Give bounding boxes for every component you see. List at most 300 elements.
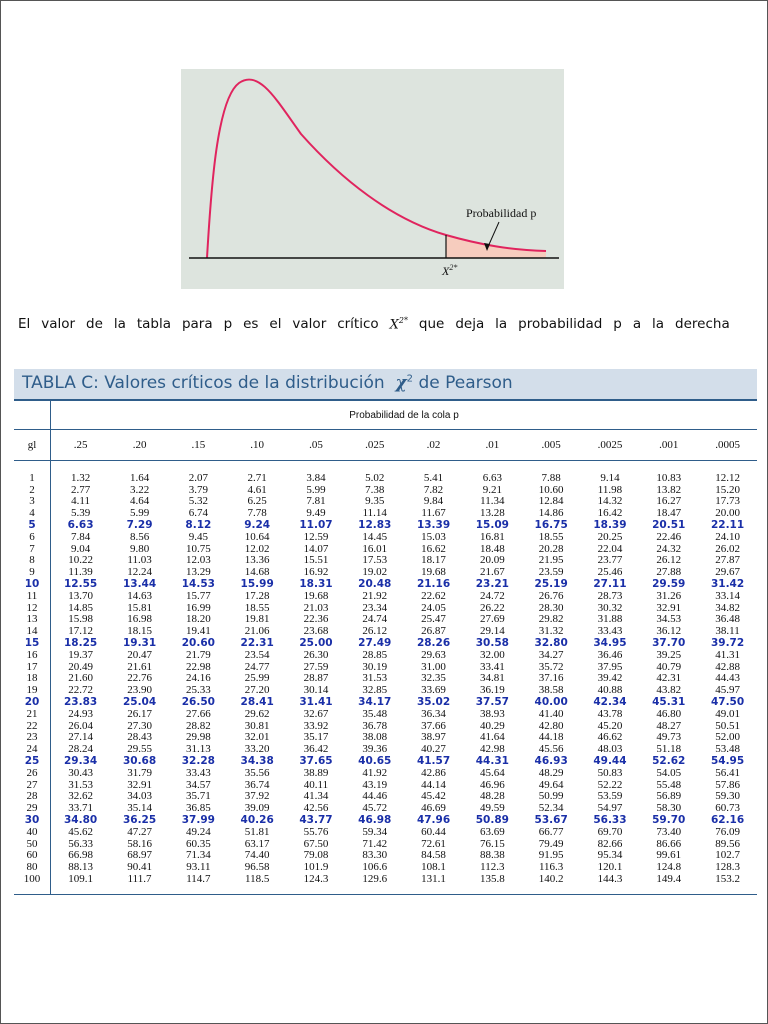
critical-value-cell: 14.45: [362, 530, 388, 543]
critical-value-cell: 42.56: [303, 802, 329, 815]
caption-word: es: [243, 316, 259, 333]
degrees-of-freedom-cell: 20: [14, 697, 51, 709]
critical-value-cell: 67.50: [303, 837, 329, 850]
critical-value-cell: 50.99: [538, 790, 564, 803]
critical-value-cell: 79.08: [303, 849, 329, 862]
degrees-of-freedom-cell: 15: [14, 638, 51, 650]
degrees-of-freedom-cell: 2: [14, 485, 51, 497]
critical-value-cell: 27.14: [68, 731, 93, 744]
caption-word: de: [86, 316, 103, 333]
critical-value-cell: 5.41: [423, 471, 444, 484]
degrees-of-freedom-cell: 4: [14, 508, 51, 520]
critical-value-cell: 34.03: [127, 790, 152, 803]
critical-value-cell: 23.34: [362, 601, 388, 614]
critical-value-cell: 56.41: [715, 766, 740, 779]
table-title-prefix: TABLA C: Valores críticos de la distribución: [22, 373, 385, 393]
chi-exponent: 2: [406, 373, 414, 385]
critical-value-cell: 33.14: [715, 589, 740, 602]
critical-value-cell: 42.34: [593, 695, 627, 708]
critical-value-cell: 34.17: [358, 695, 392, 708]
critical-value-cell: 32.28: [181, 754, 215, 767]
table-row: [14, 709, 757, 721]
critical-value-cell: 24.10: [715, 530, 740, 543]
degrees-of-freedom-cell: 80: [14, 862, 51, 874]
critical-value-cell: 47.50: [710, 695, 745, 708]
critical-value-cell: 21.92: [362, 589, 388, 602]
critical-value-cell: 15.03: [421, 530, 446, 543]
critical-value-cell: 47.96: [416, 813, 451, 826]
critical-value-cell: 45.62: [68, 825, 93, 838]
critical-value-cell: 9.21: [482, 483, 502, 496]
critical-value-cell: 34.95: [593, 636, 627, 649]
probability-column-header: .05: [287, 430, 346, 461]
degrees-of-freedom-cell: 12: [14, 603, 51, 615]
critical-value-cell: 22.11: [710, 518, 745, 531]
critical-value-cell: 71.34: [185, 849, 211, 862]
critical-value-cell: 39.25: [656, 648, 682, 661]
critical-value-cell: 59.34: [362, 825, 388, 838]
critical-value-cell: 13.29: [185, 566, 211, 579]
critical-value-cell: 63.17: [244, 837, 270, 850]
critical-value-cell: 140.2: [538, 872, 564, 885]
critical-value-cell: 24.93: [68, 707, 93, 720]
critical-value-cell: 22.31: [240, 636, 274, 649]
critical-value-cell: 120.1: [597, 861, 623, 874]
critical-value-cell: 37.92: [244, 790, 270, 803]
critical-value-cell: 5.32: [188, 495, 208, 508]
critical-value-cell: 7.82: [423, 483, 444, 496]
critical-value-cell: 33.92: [303, 719, 329, 732]
critical-value-cell: 30.68: [122, 754, 157, 767]
critical-value-cell: 66.77: [538, 825, 564, 838]
critical-value-cell: 6.25: [247, 495, 267, 508]
degrees-of-freedom-cell: 13: [14, 614, 51, 626]
critical-value-cell: 30.14: [303, 684, 329, 697]
critical-value-cell: 26.12: [656, 554, 682, 567]
critical-value-cell: 31.32: [538, 625, 564, 638]
critical-value-cell: 28.24: [68, 743, 93, 756]
critical-value-cell: 83.30: [362, 849, 388, 862]
critical-value-cell: 27.11: [593, 577, 627, 590]
critical-value-cell: 6.63: [482, 471, 502, 484]
critical-value-cell: 11.98: [597, 483, 623, 496]
critical-value-label: $X^{2*}$: [442, 263, 458, 278]
critical-value-cell: 16.27: [656, 495, 682, 508]
critical-value-cell: 2.71: [247, 471, 267, 484]
critical-value-cell: 42.31: [656, 672, 682, 685]
caption-word: tabla: [136, 316, 171, 333]
critical-value-cell: 9.80: [129, 542, 150, 555]
critical-value-cell: 31.00: [421, 660, 446, 673]
caption-symbol: [390, 316, 408, 332]
critical-value-cell: 16.42: [597, 507, 623, 520]
critical-value-cell: 37.95: [597, 660, 623, 673]
critical-value-cell: 23.77: [597, 554, 623, 567]
critical-value-cell: 11.07: [299, 518, 333, 531]
critical-value-cell: 26.04: [68, 719, 93, 732]
caption-word: probabilidad: [518, 316, 603, 333]
critical-value-cell: 23.21: [475, 577, 509, 590]
critical-value-cell: 30.32: [597, 601, 623, 614]
critical-value-cell: 41.57: [416, 754, 451, 767]
critical-value-cell: 73.40: [656, 825, 682, 838]
critical-value-cell: 34.80: [63, 813, 98, 826]
critical-value-cell: 31.88: [597, 613, 623, 626]
critical-value-cell: 35.56: [244, 766, 270, 779]
critical-value-cell: 31.42: [710, 577, 745, 590]
critical-value-cell: 20.51: [652, 518, 686, 531]
critical-value-cell: 99.61: [656, 849, 682, 862]
critical-value-cell: 35.02: [416, 695, 451, 708]
critical-value-cell: 13.28: [479, 507, 505, 520]
critical-value-cell: 32.91: [656, 601, 682, 614]
critical-value-cell: 5.02: [365, 471, 385, 484]
critical-value-cell: 111.7: [127, 872, 152, 885]
table-row: [14, 815, 757, 827]
critical-value-cell: 112.3: [480, 861, 505, 874]
critical-value-cell: 11.03: [127, 554, 152, 567]
critical-value-cell: 68.97: [127, 849, 152, 862]
row-spacer: [14, 886, 757, 895]
degrees-of-freedom-cell: 40: [14, 827, 51, 839]
critical-value-cell: 12.55: [63, 577, 98, 590]
critical-value-cell: 12.12: [715, 471, 740, 484]
critical-value-cell: 52.34: [538, 802, 564, 815]
critical-value-cell: 48.27: [656, 719, 682, 732]
critical-value-cell: 41.31: [715, 648, 740, 661]
critical-value-cell: 2.77: [70, 483, 91, 496]
degrees-of-freedom-cell: 29: [14, 803, 51, 815]
critical-value-cell: 23.54: [244, 648, 270, 661]
critical-value-cell: 35.14: [127, 802, 152, 815]
critical-value-cell: 21.79: [185, 648, 211, 661]
critical-value-cell: 38.97: [421, 731, 446, 744]
critical-value-cell: 15.51: [303, 554, 329, 567]
critical-value-cell: 14.85: [68, 601, 93, 614]
critical-value-cell: 34.81: [479, 672, 505, 685]
degrees-of-freedom-cell: 21: [14, 709, 51, 721]
figure-caption: [18, 316, 730, 332]
degrees-of-freedom-cell: 9: [14, 567, 51, 579]
critical-value-cell: 39.42: [597, 672, 623, 685]
critical-value-cell: 41.34: [303, 790, 329, 803]
critical-value-cell: 18.20: [185, 613, 211, 626]
caption-symbol-base: X: [389, 317, 399, 333]
critical-value-cell: 32.00: [479, 648, 505, 661]
critical-value-cell: 144.3: [597, 872, 623, 885]
critical-value-cell: 19.81: [244, 613, 270, 626]
caption-word: que: [418, 316, 445, 333]
critical-value-cell: 48.29: [538, 766, 564, 779]
critical-value-cell: 19.02: [362, 566, 388, 579]
critical-value-cell: 49.24: [185, 825, 211, 838]
caption-word: derecha: [675, 316, 730, 333]
critical-value-cell: 12.03: [185, 554, 211, 567]
probability-column-header: .005: [522, 430, 581, 461]
critical-value-cell: 25.46: [597, 566, 623, 579]
critical-value-cell: 16.62: [421, 542, 446, 555]
critical-value-cell: 108.1: [421, 861, 446, 874]
critical-value-cell: 47.27: [127, 825, 152, 838]
critical-value-cell: 24.32: [656, 542, 682, 555]
degrees-of-freedom-cell: 1: [14, 473, 51, 485]
critical-value-cell: 45.97: [715, 684, 740, 697]
critical-value-cell: 153.2: [715, 872, 740, 885]
critical-value-cell: 32.85: [362, 684, 388, 697]
critical-value-cell: 18.39: [593, 518, 627, 531]
probability-column-header: .01: [463, 430, 522, 461]
critical-value-cell: 54.05: [656, 766, 682, 779]
caption-word: el: [269, 316, 282, 333]
critical-value-cell: 23.59: [538, 566, 564, 579]
critical-value-cell: 29.63: [421, 648, 446, 661]
table-row: [14, 650, 757, 662]
degrees-of-freedom-cell: 100: [14, 874, 51, 886]
critical-value-cell: 60.44: [421, 825, 446, 838]
critical-value-cell: 53.48: [715, 743, 740, 756]
critical-value-cell: 15.09: [475, 518, 509, 531]
critical-value-cell: 10.83: [656, 471, 682, 484]
critical-value-cell: 40.00: [534, 695, 568, 708]
degrees-of-freedom-cell: 28: [14, 791, 51, 803]
critical-value-cell: 29.62: [244, 707, 270, 720]
critical-value-cell: 17.73: [715, 495, 740, 508]
critical-value-cell: 18.47: [656, 507, 682, 520]
critical-value-cell: 29.98: [185, 731, 211, 744]
critical-value-cell: 35.72: [538, 660, 564, 673]
critical-value-cell: 48.28: [479, 790, 505, 803]
critical-value-cell: 46.62: [597, 731, 623, 744]
critical-value-cell: 23.83: [63, 695, 98, 708]
critical-value-cell: 27.20: [244, 684, 270, 697]
critical-value-cell: 36.12: [656, 625, 682, 638]
table-row: [14, 532, 757, 544]
critical-value-cell: 74.40: [244, 849, 270, 862]
critical-value-cell: 19.41: [185, 625, 211, 638]
critical-value-cell: 36.42: [303, 743, 329, 756]
critical-value-cell: 149.4: [656, 872, 682, 885]
critical-value-cell: 42.98: [479, 743, 505, 756]
degrees-of-freedom-cell: 17: [14, 662, 51, 674]
critical-value-cell: 40.29: [479, 719, 505, 732]
degrees-of-freedom-cell: 11: [14, 591, 51, 603]
spacer-cell: [14, 886, 51, 895]
critical-value-cell: 13.70: [68, 589, 93, 602]
critical-value-cell: 19.31: [122, 636, 157, 649]
critical-value-cell: 15.77: [185, 589, 211, 602]
critical-value-cell: 59.30: [715, 790, 740, 803]
critical-value-cell: 29.67: [715, 566, 740, 579]
degrees-of-freedom-cell: 16: [14, 650, 51, 662]
critical-value-cell: 36.19: [479, 684, 505, 697]
critical-value-cell: 13.36: [244, 554, 270, 567]
critical-value-cell: 13.82: [656, 483, 682, 496]
degrees-of-freedom-cell: 18: [14, 673, 51, 685]
critical-value-cell: 45.20: [597, 719, 623, 732]
critical-value-cell: 34.53: [656, 613, 682, 626]
caption-word: la: [652, 316, 665, 333]
critical-value-cell: 34.57: [185, 778, 211, 791]
critical-value-cell: 39.09: [244, 802, 270, 815]
critical-value-cell: 28.26: [416, 636, 451, 649]
critical-value-cell: 21.16: [416, 577, 451, 590]
critical-value-cell: 27.66: [185, 707, 211, 720]
critical-value-cell: 118.5: [244, 872, 270, 885]
critical-value-cell: 53.67: [534, 813, 568, 826]
spacer-cell: [51, 886, 758, 895]
critical-value-cell: 36.25: [122, 813, 157, 826]
critical-value-cell: 18.55: [538, 530, 564, 543]
critical-value-cell: 16.01: [362, 542, 388, 555]
critical-value-cell: 129.6: [362, 872, 388, 885]
critical-value-cell: 22.76: [127, 672, 152, 685]
critical-value-cell: 26.30: [303, 648, 329, 661]
caption-word: deja: [455, 316, 485, 333]
critical-value-cell: 9.35: [365, 495, 385, 508]
critical-value-cell: 35.17: [303, 731, 329, 744]
caption-word: p: [613, 316, 622, 333]
critical-value-cell: 54.95: [710, 754, 745, 767]
critical-value-cell: 52.62: [652, 754, 686, 767]
critical-value-cell: 46.96: [479, 778, 505, 791]
caption-word: a: [632, 316, 642, 333]
critical-value-cell: 49.59: [479, 802, 505, 815]
row-spacer: [14, 461, 757, 473]
critical-value-cell: 4.61: [247, 483, 267, 496]
critical-value-cell: 32.35: [421, 672, 446, 685]
critical-value-cell: 21.06: [244, 625, 270, 638]
critical-value-cell: 44.31: [475, 754, 509, 767]
critical-value-cell: 38.89: [303, 766, 329, 779]
critical-value-cell: 15.81: [127, 601, 152, 614]
critical-value-cell: 19.68: [303, 589, 329, 602]
critical-value-cell: 37.99: [181, 813, 215, 826]
critical-value-cell: 34.27: [538, 648, 564, 661]
critical-value-cell: 25.04: [122, 695, 157, 708]
critical-value-cell: 16.75: [534, 518, 568, 531]
critical-value-cell: 54.97: [597, 802, 623, 815]
critical-value-cell: 28.73: [597, 589, 623, 602]
degrees-of-freedom-cell: 19: [14, 685, 51, 697]
critical-value-cell: 25.47: [421, 613, 446, 626]
critical-value-cell: 131.1: [421, 872, 446, 885]
critical-value-cell: 22.46: [656, 530, 682, 543]
critical-value-cell: 16.81: [479, 530, 505, 543]
critical-value-cell: 6.63: [67, 518, 94, 531]
table-row: [14, 638, 757, 650]
critical-value-cell: 50.89: [475, 813, 509, 826]
critical-value-cell: 6.74: [188, 507, 208, 520]
critical-value-cell: 40.27: [421, 743, 446, 756]
degrees-of-freedom-cell: 25: [14, 756, 51, 768]
table-title: [22, 373, 513, 393]
critical-value-cell: 38.93: [479, 707, 505, 720]
critical-value-cell: 53.59: [597, 790, 623, 803]
critical-value-cell: 9.45: [188, 530, 208, 543]
critical-value-cell: 24.16: [185, 672, 211, 685]
critical-value-cell: 62.16: [710, 813, 745, 826]
spacer-cell: [14, 461, 51, 473]
caption-word: crítico: [337, 316, 379, 333]
critical-value-cell: 49.73: [656, 731, 682, 744]
critical-value-cell: 56.33: [593, 813, 627, 826]
critical-value-cell: 12.02: [244, 542, 270, 555]
critical-value-cell: 39.72: [710, 636, 745, 649]
critical-value-cell: 18.55: [244, 601, 270, 614]
table-row: [14, 756, 757, 768]
critical-value-cell: 33.71: [68, 802, 93, 815]
critical-value-cell: 19.68: [421, 566, 446, 579]
critical-value-cell: 9.49: [306, 507, 326, 520]
critical-value-cell: 56.89: [656, 790, 682, 803]
table-row: [14, 768, 757, 780]
probability-label: Probabilidad p: [466, 206, 537, 220]
critical-value-cell: 46.98: [358, 813, 392, 826]
critical-value-cell: 7.78: [247, 507, 267, 520]
critical-value-cell: 95.34: [597, 849, 623, 862]
critical-value-cell: 50.51: [715, 719, 740, 732]
critical-value-cell: 28.43: [127, 731, 152, 744]
critical-value-cell: 20.48: [358, 577, 392, 590]
degrees-of-freedom-cell: 8: [14, 555, 51, 567]
critical-value-cell: 45.56: [538, 743, 564, 756]
probability-column-header: .025: [345, 430, 404, 461]
critical-value-cell: 106.6: [362, 861, 388, 874]
critical-value-cell: 40.88: [597, 684, 623, 697]
critical-value-cell: 52.22: [597, 778, 623, 791]
critical-value-cell: 26.76: [538, 589, 564, 602]
table-row: [14, 697, 757, 709]
critical-value-cell: 44.43: [715, 672, 740, 685]
critical-value-cell: 69.70: [597, 825, 623, 838]
critical-value-cell: 44.18: [538, 731, 564, 744]
critical-value-cell: 28.30: [538, 601, 564, 614]
critical-value-cell: 26.12: [362, 625, 388, 638]
probability-column-header: .15: [169, 430, 228, 461]
critical-value-cell: 16.98: [127, 613, 152, 626]
critical-value-cell: 22.36: [303, 613, 329, 626]
critical-value-cell: 38.11: [715, 625, 740, 638]
critical-value-cell: 35.71: [185, 790, 211, 803]
critical-value-cell: 20.25: [597, 530, 623, 543]
critical-value-cell: 42.86: [421, 766, 446, 779]
probability-column-header: .001: [639, 430, 698, 461]
tail-probability-header: Probabilidad de la cola p: [349, 409, 459, 421]
critical-value-cell: 32.67: [303, 707, 329, 720]
critical-value-cell: 19.37: [68, 648, 93, 661]
critical-value-cell: 23.90: [127, 684, 152, 697]
degrees-of-freedom-cell: 26: [14, 768, 51, 780]
critical-value-cell: 7.84: [70, 530, 91, 543]
critical-value-cell: 44.14: [421, 778, 446, 791]
critical-value-cell: 46.80: [656, 707, 682, 720]
critical-value-cell: 41.40: [538, 707, 564, 720]
degrees-of-freedom-cell: 3: [14, 496, 51, 508]
critical-value-cell: 37.16: [538, 672, 564, 685]
caption-word: valor: [41, 316, 76, 333]
critical-value-cell: 7.29: [126, 518, 153, 531]
critical-value-cell: 26.17: [127, 707, 152, 720]
critical-value-cell: 33.20: [244, 743, 270, 756]
critical-value-cell: 22.72: [68, 684, 93, 697]
critical-value-cell: 27.59: [303, 660, 329, 673]
critical-value-cell: 46.69: [421, 802, 446, 815]
critical-value-cell: 33.43: [185, 766, 211, 779]
critical-value-cell: 49.64: [538, 778, 564, 791]
critical-value-cell: 36.78: [362, 719, 388, 732]
critical-value-cell: 109.1: [68, 872, 93, 885]
critical-value-cell: 8.56: [129, 530, 150, 543]
